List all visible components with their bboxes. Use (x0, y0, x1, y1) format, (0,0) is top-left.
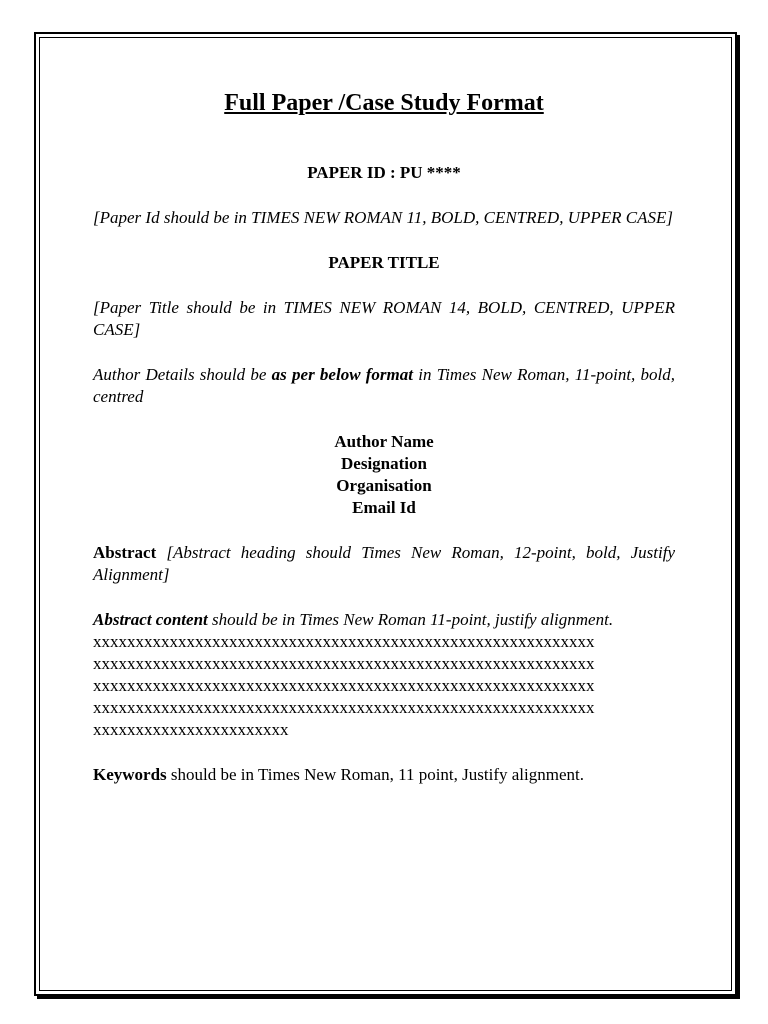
author-designation: Designation (341, 454, 427, 473)
author-email: Email Id (352, 498, 416, 517)
document-title: Full Paper /Case Study Format (224, 90, 544, 116)
author-note-post: in Times New Roman, 11-point, bold, centred (93, 365, 676, 406)
author-note-pre: Author Details should be (93, 365, 272, 384)
abstract-placeholder-line: xxxxxxxxxxxxxxxxxxxxxxx (93, 720, 289, 739)
author-details-note (93, 364, 675, 408)
abstract-heading-line (93, 542, 675, 586)
paper-title: PAPER TITLE (328, 253, 440, 272)
author-organisation: Organisation (336, 476, 432, 495)
abstract-placeholder-line: xxxxxxxxxxxxxxxxxxxxxxxxxxxxxxxxxxxxxxxxxxxxxxxxxxxxxxxxxxx (93, 654, 595, 673)
abstract-content-note (93, 609, 675, 631)
keywords-note: should be in Times New Roman, 11 point, Justify alignment. (166, 765, 584, 784)
author-block (93, 431, 675, 519)
paper-id-note: [Paper Id should be in TIMES NEW ROMAN 11, BOLD, CENTRED, UPPER CASE] (93, 208, 674, 227)
paper-title-note: [Paper Title should be in TIMES NEW ROMAN 14, BOLD, CENTRED, UPPER CASE] (93, 298, 675, 339)
keywords-line (93, 764, 675, 786)
author-name: Author Name (334, 432, 434, 451)
abstract-heading-note: [Abstract heading should Times New Roman, 12-point, bold, Justify Alignment] (93, 543, 675, 584)
paper-id: PAPER ID : PU **** (307, 163, 461, 182)
author-note-bold: as per below format (271, 365, 413, 384)
keywords-label: Keywords (93, 765, 167, 784)
abstract-placeholder-line: xxxxxxxxxxxxxxxxxxxxxxxxxxxxxxxxxxxxxxxxxxxxxxxxxxxxxxxxxxx (93, 698, 595, 717)
abstract-placeholder-line: xxxxxxxxxxxxxxxxxxxxxxxxxxxxxxxxxxxxxxxxxxxxxxxxxxxxxxxxxxx (93, 676, 595, 695)
abstract-content-text: should be in Times New Roman 11-point, justify alignment. (207, 610, 614, 629)
abstract-content-label: Abstract content (93, 610, 208, 629)
abstract-placeholder-line: xxxxxxxxxxxxxxxxxxxxxxxxxxxxxxxxxxxxxxxxxxxxxxxxxxxxxxxxxxx (93, 632, 595, 651)
document-body (93, 88, 675, 786)
abstract-heading: Abstract (93, 543, 157, 562)
